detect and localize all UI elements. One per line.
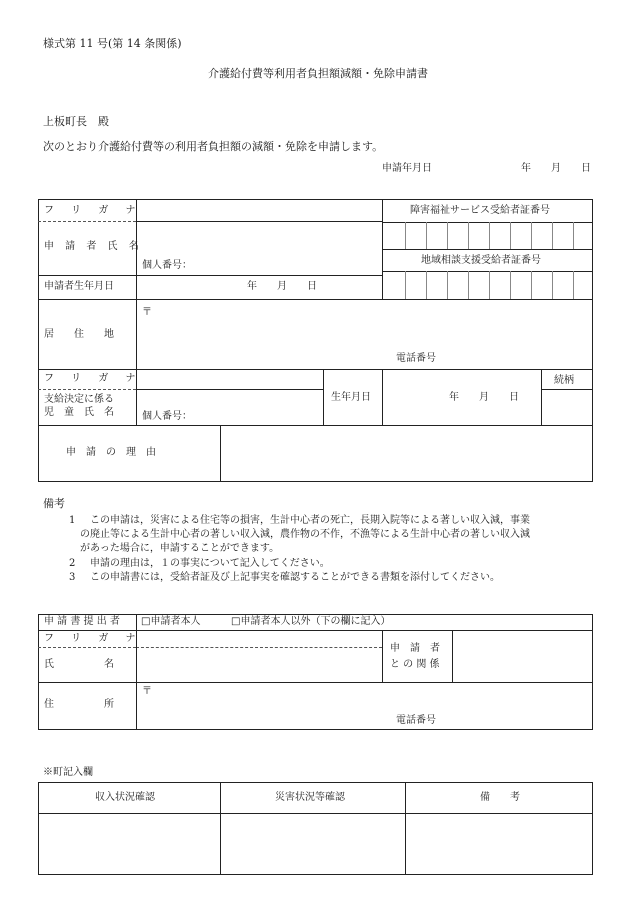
note-1-line-1: この申請は，災害による住宅等の損害，生計中心者の死亡，長期入院等による著しい収入減，事業 — [90, 515, 530, 526]
furigana-label: フ リ ガ ナ — [44, 205, 143, 216]
relationship-field[interactable] — [542, 390, 592, 424]
note-3-number: 3 — [69, 572, 76, 583]
remarks-header: 備 考 — [480, 792, 520, 803]
applicant-name-field[interactable] — [137, 222, 381, 258]
submitter-address-field[interactable] — [137, 683, 592, 729]
child-label-line1: 支給決定に係る — [44, 394, 114, 405]
reason-label: 申 請 の 理 由 — [66, 447, 156, 458]
application-date-ymd: 年 月 日 — [521, 163, 591, 174]
relation-label-line1: 申 請 者 — [390, 643, 440, 654]
submitter-furigana-label: フ リ ガ ナ — [44, 633, 143, 644]
birthdate-label: 申請者生年月日 — [44, 281, 114, 292]
applicant-furigana-field[interactable] — [137, 200, 381, 220]
submitter-phone-label: 電話番号 — [396, 715, 436, 726]
intro-text: 次のとおり介護給付費等の利用者負担額の減額・免除を申請します。 — [43, 140, 384, 153]
reason-field[interactable] — [221, 426, 592, 481]
applicant-name-label: 申 請 者 氏 名 — [44, 241, 143, 252]
submitter-postal-mark: 〒 — [142, 686, 152, 697]
postal-mark: 〒 — [142, 307, 152, 318]
submitter-label: 申 請 書 提 出 者 — [44, 616, 120, 627]
submitter-address-label: 住 所 — [44, 699, 114, 710]
child-label-line2: 児 童 氏 名 — [44, 407, 114, 418]
submitter-other-checkbox[interactable]: □申請者本人以外（下の欄に記入） — [231, 616, 391, 627]
disability-cert-number-field[interactable] — [383, 223, 592, 248]
note-2-number: 2 — [69, 558, 76, 569]
submitter-name-label: 氏 名 — [44, 659, 114, 670]
addressee: 上板町長 殿 — [43, 115, 109, 128]
relationship-label: 続柄 — [554, 375, 574, 386]
town-section-heading: ※町記入欄 — [43, 767, 93, 778]
notes-heading: 備考 — [43, 497, 65, 510]
application-date-label: 申請年月日 — [382, 163, 432, 174]
address-label: 居 住 地 — [44, 329, 114, 340]
submitter-name-field[interactable] — [137, 648, 381, 681]
child-name-field[interactable] — [137, 370, 322, 388]
birthdate-ymd: 年 月 日 — [247, 281, 317, 292]
note-1-number: 1 — [69, 515, 76, 526]
relation-field[interactable] — [453, 631, 592, 681]
child-furigana-label: フ リ ガ ナ — [44, 373, 143, 384]
income-status-header: 収入状況確認 — [95, 792, 155, 803]
form-number: 様式第 11 号(第 14 条関係) — [43, 37, 182, 50]
address-field[interactable] — [137, 300, 592, 368]
regional-cert-number-field[interactable] — [383, 272, 592, 298]
relation-label-line2: と の 関 係 — [390, 659, 440, 670]
regional-cert-label: 地域相談支援受給者証番号 — [421, 255, 541, 266]
form-title: 介護給付費等利用者負担額減額・免除申請書 — [208, 67, 428, 80]
disability-cert-label: 障害福祉サービス受給者証番号 — [410, 205, 550, 216]
phone-label: 電話番号 — [396, 353, 436, 364]
child-personal-number-label: 個人番号： — [142, 411, 192, 422]
personal-number-label: 個人番号： — [142, 260, 192, 271]
child-birthdate-ymd: 年 月 日 — [449, 392, 519, 403]
disaster-status-header: 災害状況等確認 — [275, 792, 345, 803]
submitter-furigana-field[interactable] — [137, 631, 381, 646]
note-3-line-1: この申請書には，受給者証及び上記事実を確認することができる書類を添付してください。 — [90, 572, 500, 583]
child-birthdate-label: 生年月日 — [331, 392, 371, 403]
note-2-line-1: 申請の理由は，１の事実について記入してください。 — [90, 558, 330, 569]
note-1-line-2: の廃止等による生計中心者の著しい収入減，農作物の不作，不漁等による生計中心者の著しい収入減 — [80, 529, 530, 540]
submitter-self-checkbox[interactable]: □申請者本人 — [141, 616, 201, 627]
note-1-line-3: があった場合に，申請することができます。 — [80, 543, 280, 554]
